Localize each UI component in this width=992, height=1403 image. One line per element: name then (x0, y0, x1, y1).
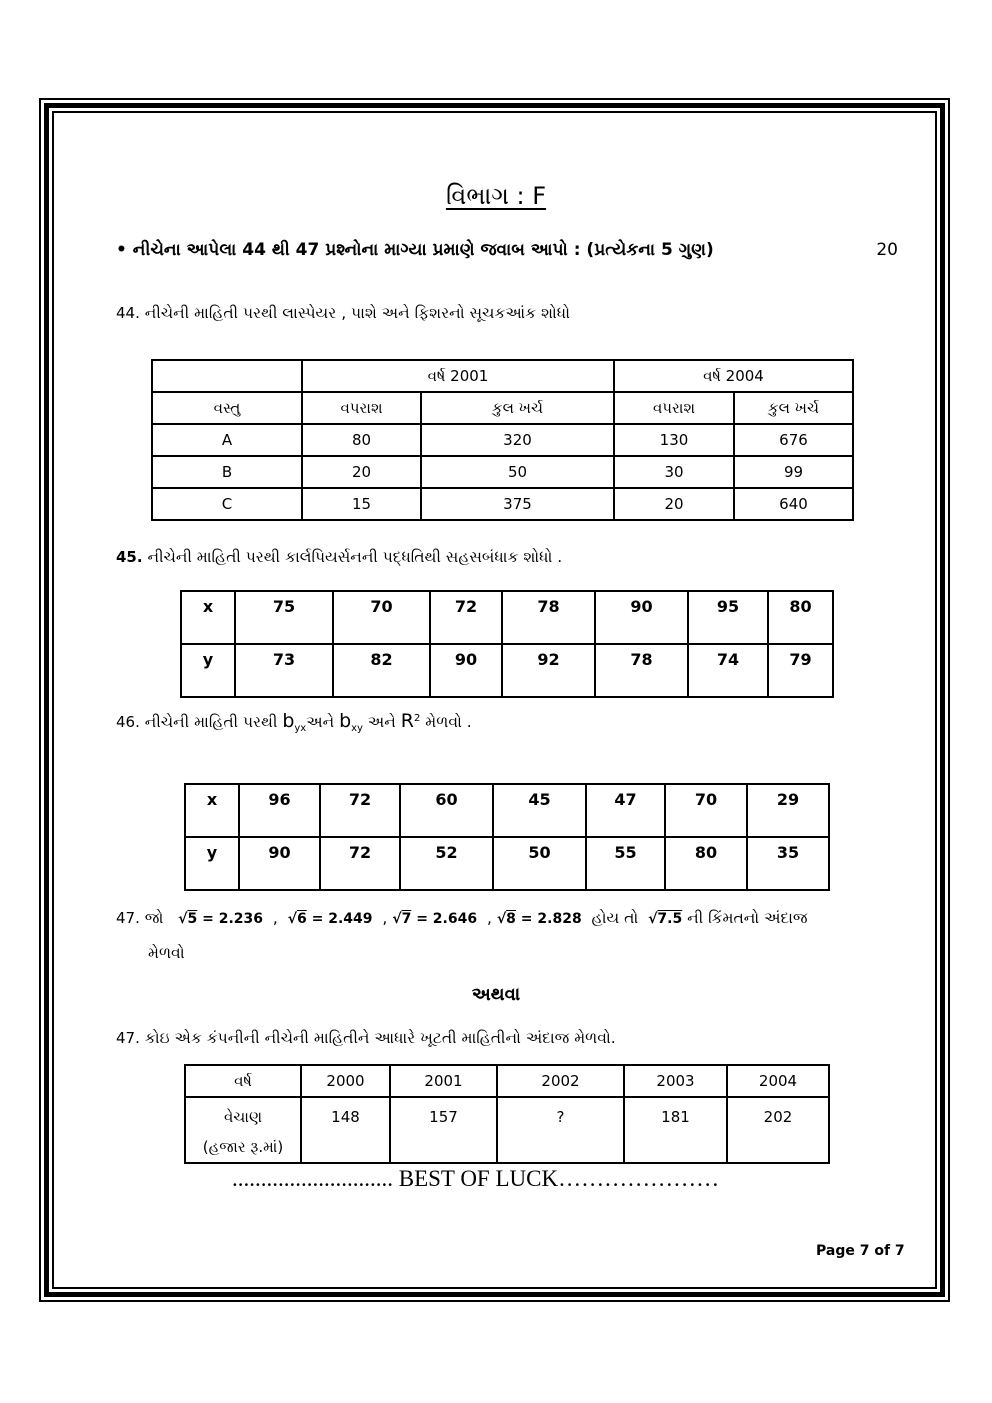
sqrt-icon: √ (496, 911, 507, 927)
instruction-text: નીચેના આપેલા 44 થી 47 પ્રશ્નોના માગ્યા પ્રમાણે જવાબ આપો : (પ્રત્યેકના 5 ગુણ) (132, 240, 714, 260)
total-marks: 20 (876, 240, 898, 260)
sqrt-7-5: √7.5 (648, 911, 683, 927)
sqrt-6: √6 = 2.449 (287, 911, 373, 927)
table-row: C 15 375 20 640 (152, 488, 853, 520)
best-of-luck: ............................ BEST OF LUCK………………… (232, 1166, 720, 1191)
question-47a-line2: મેળવો (148, 944, 185, 962)
sqrt-5: √5 = 2.236 (178, 911, 263, 927)
table-q46 (184, 783, 830, 891)
table-row: x 96 72 60 45 47 70 29 (185, 784, 829, 837)
or-divider: અથવા (471, 984, 521, 1005)
table-row: A 80 320 130 676 (152, 424, 853, 456)
table-row: y 73 82 90 92 78 74 79 (181, 644, 833, 697)
section-title: વિભાગ : F (445, 182, 547, 210)
question-45: 45. નીચેની માહિતી પરથી કાર્લપિયર્સનની પદ્ધતિથી સહસબંધાક શોધો . (116, 548, 563, 566)
table-row: વર્ષ 2001 વર્ષ 2004 (152, 360, 853, 392)
question-44: 44. નીચેની માહિતી પરથી લાસ્પેયર , પાશે અને ફિશરનો સૂચકઆંક શોધો (116, 304, 570, 322)
page-number: Page 7 of 7 (816, 1243, 905, 1259)
bullet-icon: • (116, 240, 127, 260)
sqrt-icon: √ (287, 911, 297, 927)
sqrt-8: √8 = 2.828 (496, 911, 582, 927)
question-47a: 47. જો √5 = 2.236 , √6 = 2.449 , √7 = 2.646 , √8 = 2.828 હોય તો √7.5 ની કિંમતનો અંદાજ (116, 909, 808, 927)
sqrt-icon: √ (178, 911, 188, 927)
question-46: 46. નીચેની માહિતી પરથી $b_{yx}અને$ $b_{xy}$ અને $R^2$ મેળવો . (116, 710, 472, 735)
table-row: વેચાણ (હજાર રૂ.માં) 148 157 ? 181 202 (185, 1097, 829, 1163)
question-47b: 47. કોઇ એક કંપનીની નીચેની માહિતીને આધારે ખૂટતી માહિતીનો અંદાજ મેળવો. (116, 1029, 616, 1047)
table-row: વર્ષ 2000 2001 2002 2003 2004 (185, 1065, 829, 1097)
table-row: y 90 72 52 50 55 80 35 (185, 837, 829, 890)
instruction-line (116, 240, 898, 260)
sqrt-icon: √ (392, 911, 402, 927)
table-q45 (180, 590, 834, 698)
table-q44 (151, 359, 854, 521)
table-row: વસ્તુ વપરાશ કુલ ખર્ચ વપરાશ કુલ ખર્ચ (152, 392, 853, 424)
table-row: x 75 70 72 78 90 95 80 (181, 591, 833, 644)
table-q47b (184, 1064, 830, 1164)
sqrt-7: √7 = 2.646 (392, 911, 478, 927)
sqrt-icon: √ (648, 911, 658, 927)
table-row: B 20 50 30 99 (152, 456, 853, 488)
